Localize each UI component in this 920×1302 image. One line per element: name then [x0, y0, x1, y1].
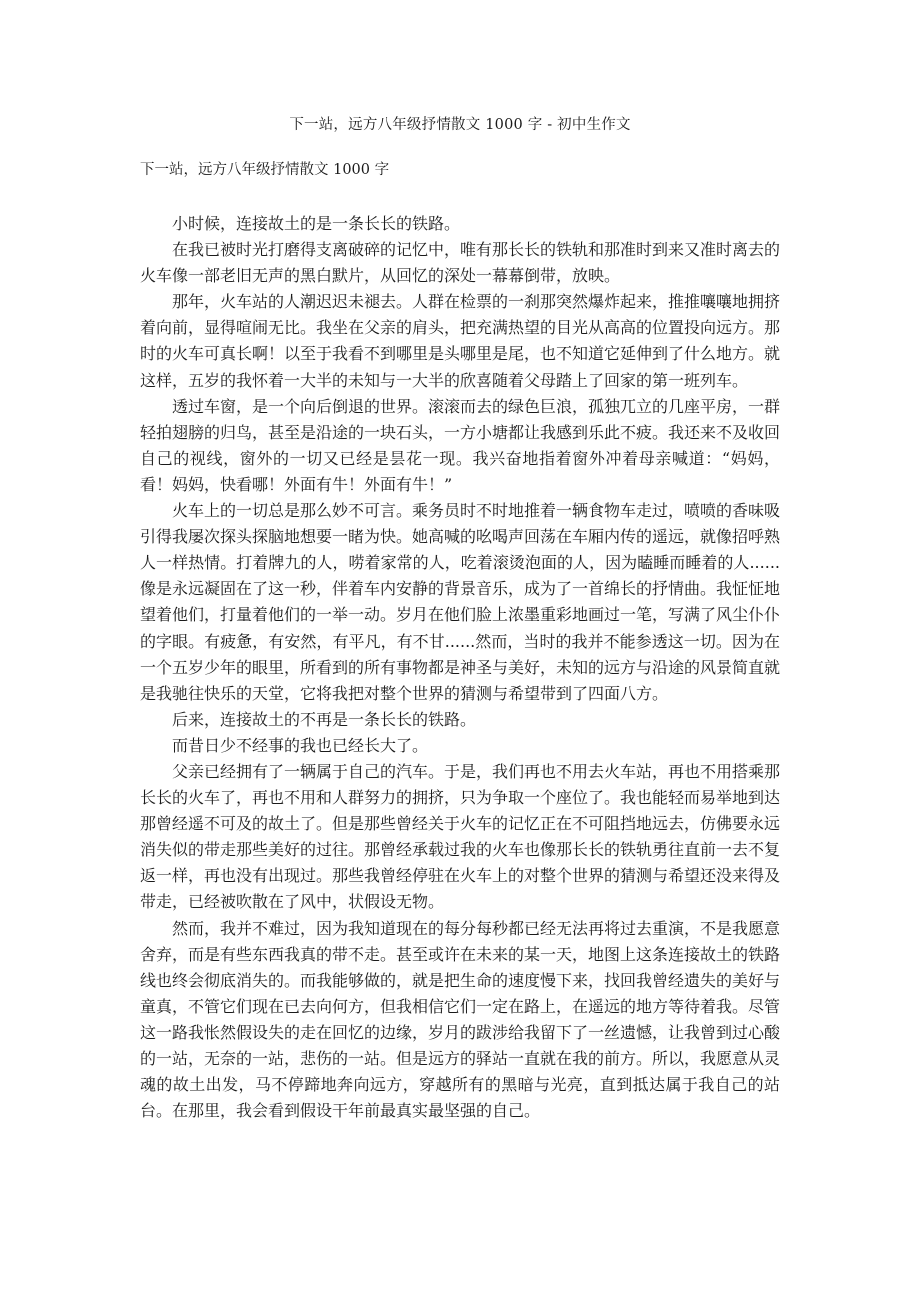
article-body [140, 211, 780, 1124]
document-title: 下一站，远方八年级抒情散文 1000 字 [140, 162, 390, 178]
paragraph-8: 父亲已经拥有了一辆属于自己的汽车。于是，我们再也不用去火车站，再也不用搭乘那长长的火车了，再也不用和人群努力的拥挤，只为争取一个座位了。我也能轻而易举地到达那曾经遥不可及的故土了。但是那些曾经关于火车的记忆正在不可阻挡地远去，仿佛要永远消失似的带走那些美好的过往。那曾经承载过我的火车也像那长长的铁轨勇往直前一去不复返一样，再也没有出现过。那些我曾经停驻在火车上的对整个世界的猜测与希望还没来得及带走，已经被吹散在了风中，状假设无物。 [140, 761, 781, 912]
paragraph-7: 而昔日少不经事的我也已经长大了。 [172, 735, 429, 755]
paragraph-6: 后来，连接故土的不再是一条长长的铁路。 [172, 709, 477, 729]
paragraph-5: 火车上的一切总是那么妙不可言。乘务员时不时地推着一辆食物车走过，喷喷的香味吸引得我屡次探头探脑地想要一睹为快。她高喊的吆喝声回荡在车厢内传的遥远，就像招呼熟人一样热情。打着牌九的人，唠着家常的人，吃着滚烫泡面的人，因为瞌睡而睡着的人......像是永远凝固在了这一秒，伴着车内安静的背景音乐，成为了一首绵长的抒情曲。我怔怔地望着他们，打量着他们的一举一动。岁月在他们脸上浓墨重彩地画过一笔，写满了风尘仆仆的字眼。有疲惫，有安然，有平凡，有不甘......然而，当时的我并不能参透这一切。因为在一个五岁少年的眼里，所看到的所有事物都是神圣与美好，未知的远方与沿途的风景简直就是我驰往快乐的天堂，它将我把对整个世界的猜测与希望带到了四面八方。 [140, 501, 781, 703]
page-header-title: 下一站，远方八年级抒情散文 1000 字 - 初中生作文 [289, 117, 631, 133]
paragraph-2: 在我已被时光打磨得支离破碎的记忆中，唯有那长长的铁轨和那准时到来又准时离去的火车像一部老旧无声的黑白默片，从回忆的深处一幕幕倒带，放映。 [140, 240, 781, 286]
paragraph-4: 透过车窗，是一个向后倒退的世界。滚滚而去的绿色巨浪，孤独兀立的几座平房，一群轻拍翅膀的归鸟，甚至是沿途的一块石头，一方小塘都让我感到乐此不疲。我还来不及收回自己的视线，窗外的一切又已经是昙花一现。我兴奋地指着窗外冲着母亲喊道：“妈妈，看！妈妈，快看哪！外面有牛！外面有牛！” [140, 396, 781, 494]
paragraph-9: 然而，我并不难过，因为我知道现在的每分每秒都已经无法再将过去重演，不是我愿意舍弃，而是有些东西我真的带不走。甚至或许在未来的某一天，地图上这条连接故土的铁路线也终会彻底消失的。而我能够做的，就是把生命的速度慢下来，找回我曾经遗失的美好与童真，不管它们现在已去向何方，但我相信它们一定在路上，在遥远的地方等待着我。尽管这一路我怅然假设失的走在回忆的边缘，岁月的跋涉给我留下了一丝遗憾，让我曾到过心酸的一站，无奈的一站，悲伤的一站。但是远方的驿站一直就在我的前方。所以，我愿意从灵魂的故土出发，马不停蹄地奔向远方，穿越所有的黑暗与光亮，直到抵达属于我自己的站台。在那里，我会看到假设干年前最真实最坚强的自己。 [140, 918, 781, 1121]
paragraph-3: 那年，火车站的人潮迟迟未褪去。人群在检票的一刹那突然爆炸起来，推推嚷嚷地拥挤着向前，显得喧闹无比。我坐在父亲的肩头，把充满热望的目光从高高的位置投向远方。那时的火车可真长啊！以至于我看不到哪里是头哪里是尾，也不知道它延伸到了什么地方。就这样，五岁的我怀着一大半的未知与一大半的欣喜随着父母踏上了回家的第一班列车。 [140, 292, 781, 390]
paragraph-1: 小时候，连接故土的是一条长长的铁路。 [172, 214, 461, 233]
